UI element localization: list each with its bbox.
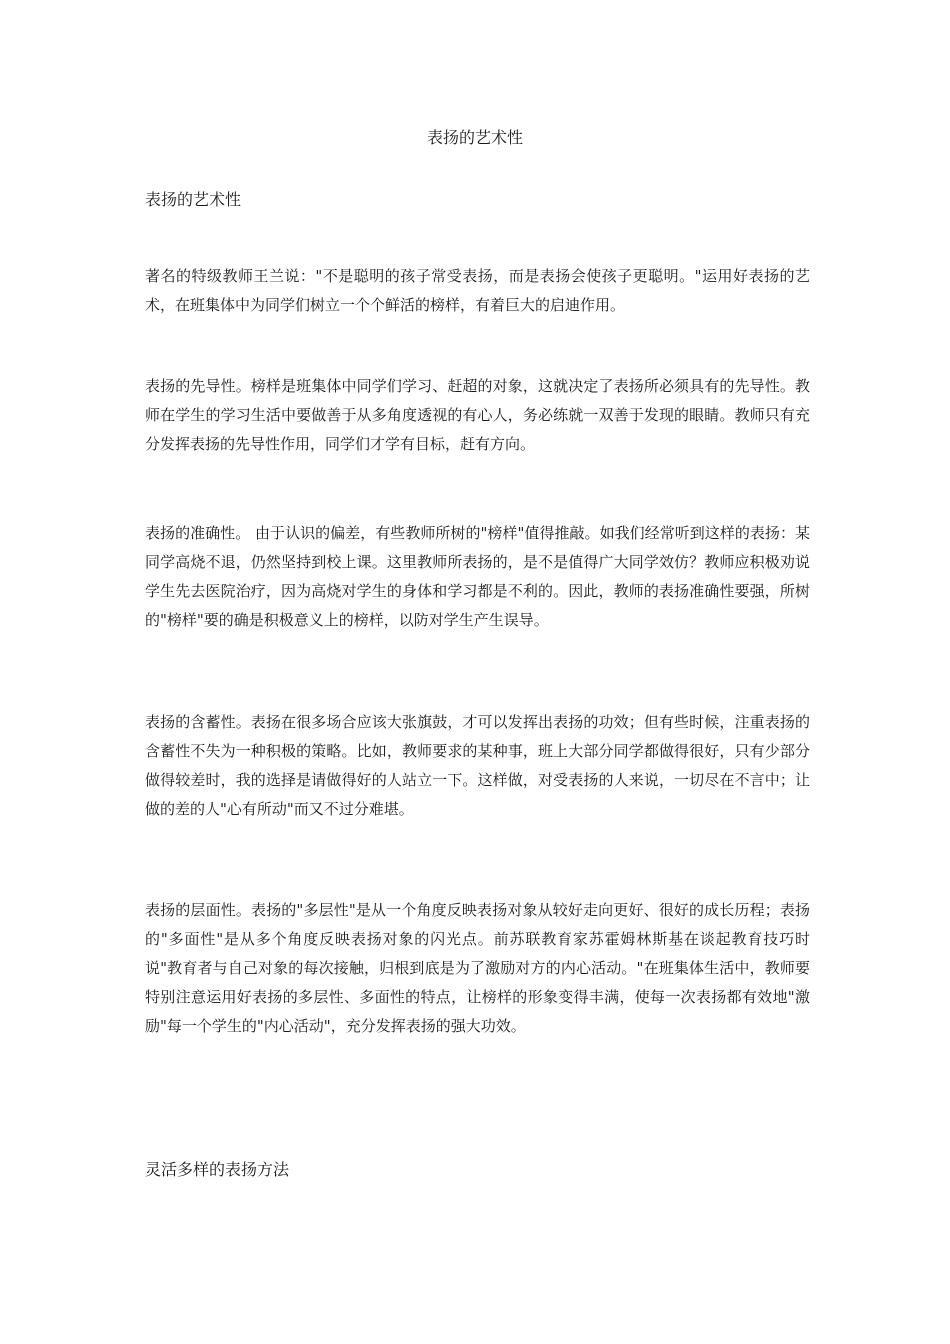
paragraph-subtlety: 表扬的含蓄性。表扬在很多场合应该大张旗鼓，才可以发挥出表扬的功效；但有些时候，注重表扬的含蓄性不失为一种积极的策略。比如，教师要求的某种事，班上大部分同学都做得很好，只有少部分做得较差时，我的选择是请做得好的人站立一下。这样做，对受表扬的人来说，一切尽在不言中；让做的差的人"心有所动"而又不过分难堪。 — [145, 713, 810, 818]
document-title: 表扬的艺术性 — [426, 128, 523, 147]
paragraph-levels: 表扬的层面性。表扬的"多层性"是从一个角度反映表扬对象从较好走向更好、很好的成长历程；表扬的"多面性"是从多个角度反映表扬对象的闪光点。前苏联教育家苏霍姆林斯基在谈起教育技巧时说"教育者与自己对象的每次接触，归根到底是为了激励对方的内心活动。"在班集体生活中，教师要特别注意运用好表扬的多层性、多面性的特点，让榜样的形象变得丰满，使每一次表扬都有效地"激励"每一个学生的"内心活动"，充分发挥表扬的强大功效。 — [145, 901, 810, 1035]
section-heading: 灵活多样的表扬方法 — [145, 1160, 290, 1179]
paragraph-intro: 著名的特级教师王兰说："不是聪明的孩子常受表扬，而是表扬会使孩子更聪明。"运用好表扬的艺术，在班集体中为同学们树立一个个鲜活的榜样，有着巨大的启迪作用。 — [145, 267, 810, 314]
paragraph-guidance: 表扬的先导性。榜样是班集体中同学们学习、赶超的对象，这就决定了表扬所必须具有的先导性。教师在学生的学习生活中要做善于从多角度透视的有心人，务必练就一双善于发现的眼睛。教师只有充分发挥表扬的先导性作用，同学们才学有目标，赶有方向。 — [145, 377, 810, 453]
paragraph-accuracy: 表扬的准确性。 由于认识的偏差，有些教师所树的"榜样"值得推敲。如我们经常听到这样的表扬：某同学高烧不退，仍然坚持到校上课。这里教师所表扬的，是不是值得广大同学效仿？教师应积极劝说学生先去医院治疗，因为高烧对学生的身体和学习都是不利的。因此，教师的表扬准确性要强，所树的"榜样"要的确是积极意义上的榜样，以防对学生产生误导。 — [145, 524, 810, 629]
document-subtitle: 表扬的艺术性 — [145, 190, 242, 209]
